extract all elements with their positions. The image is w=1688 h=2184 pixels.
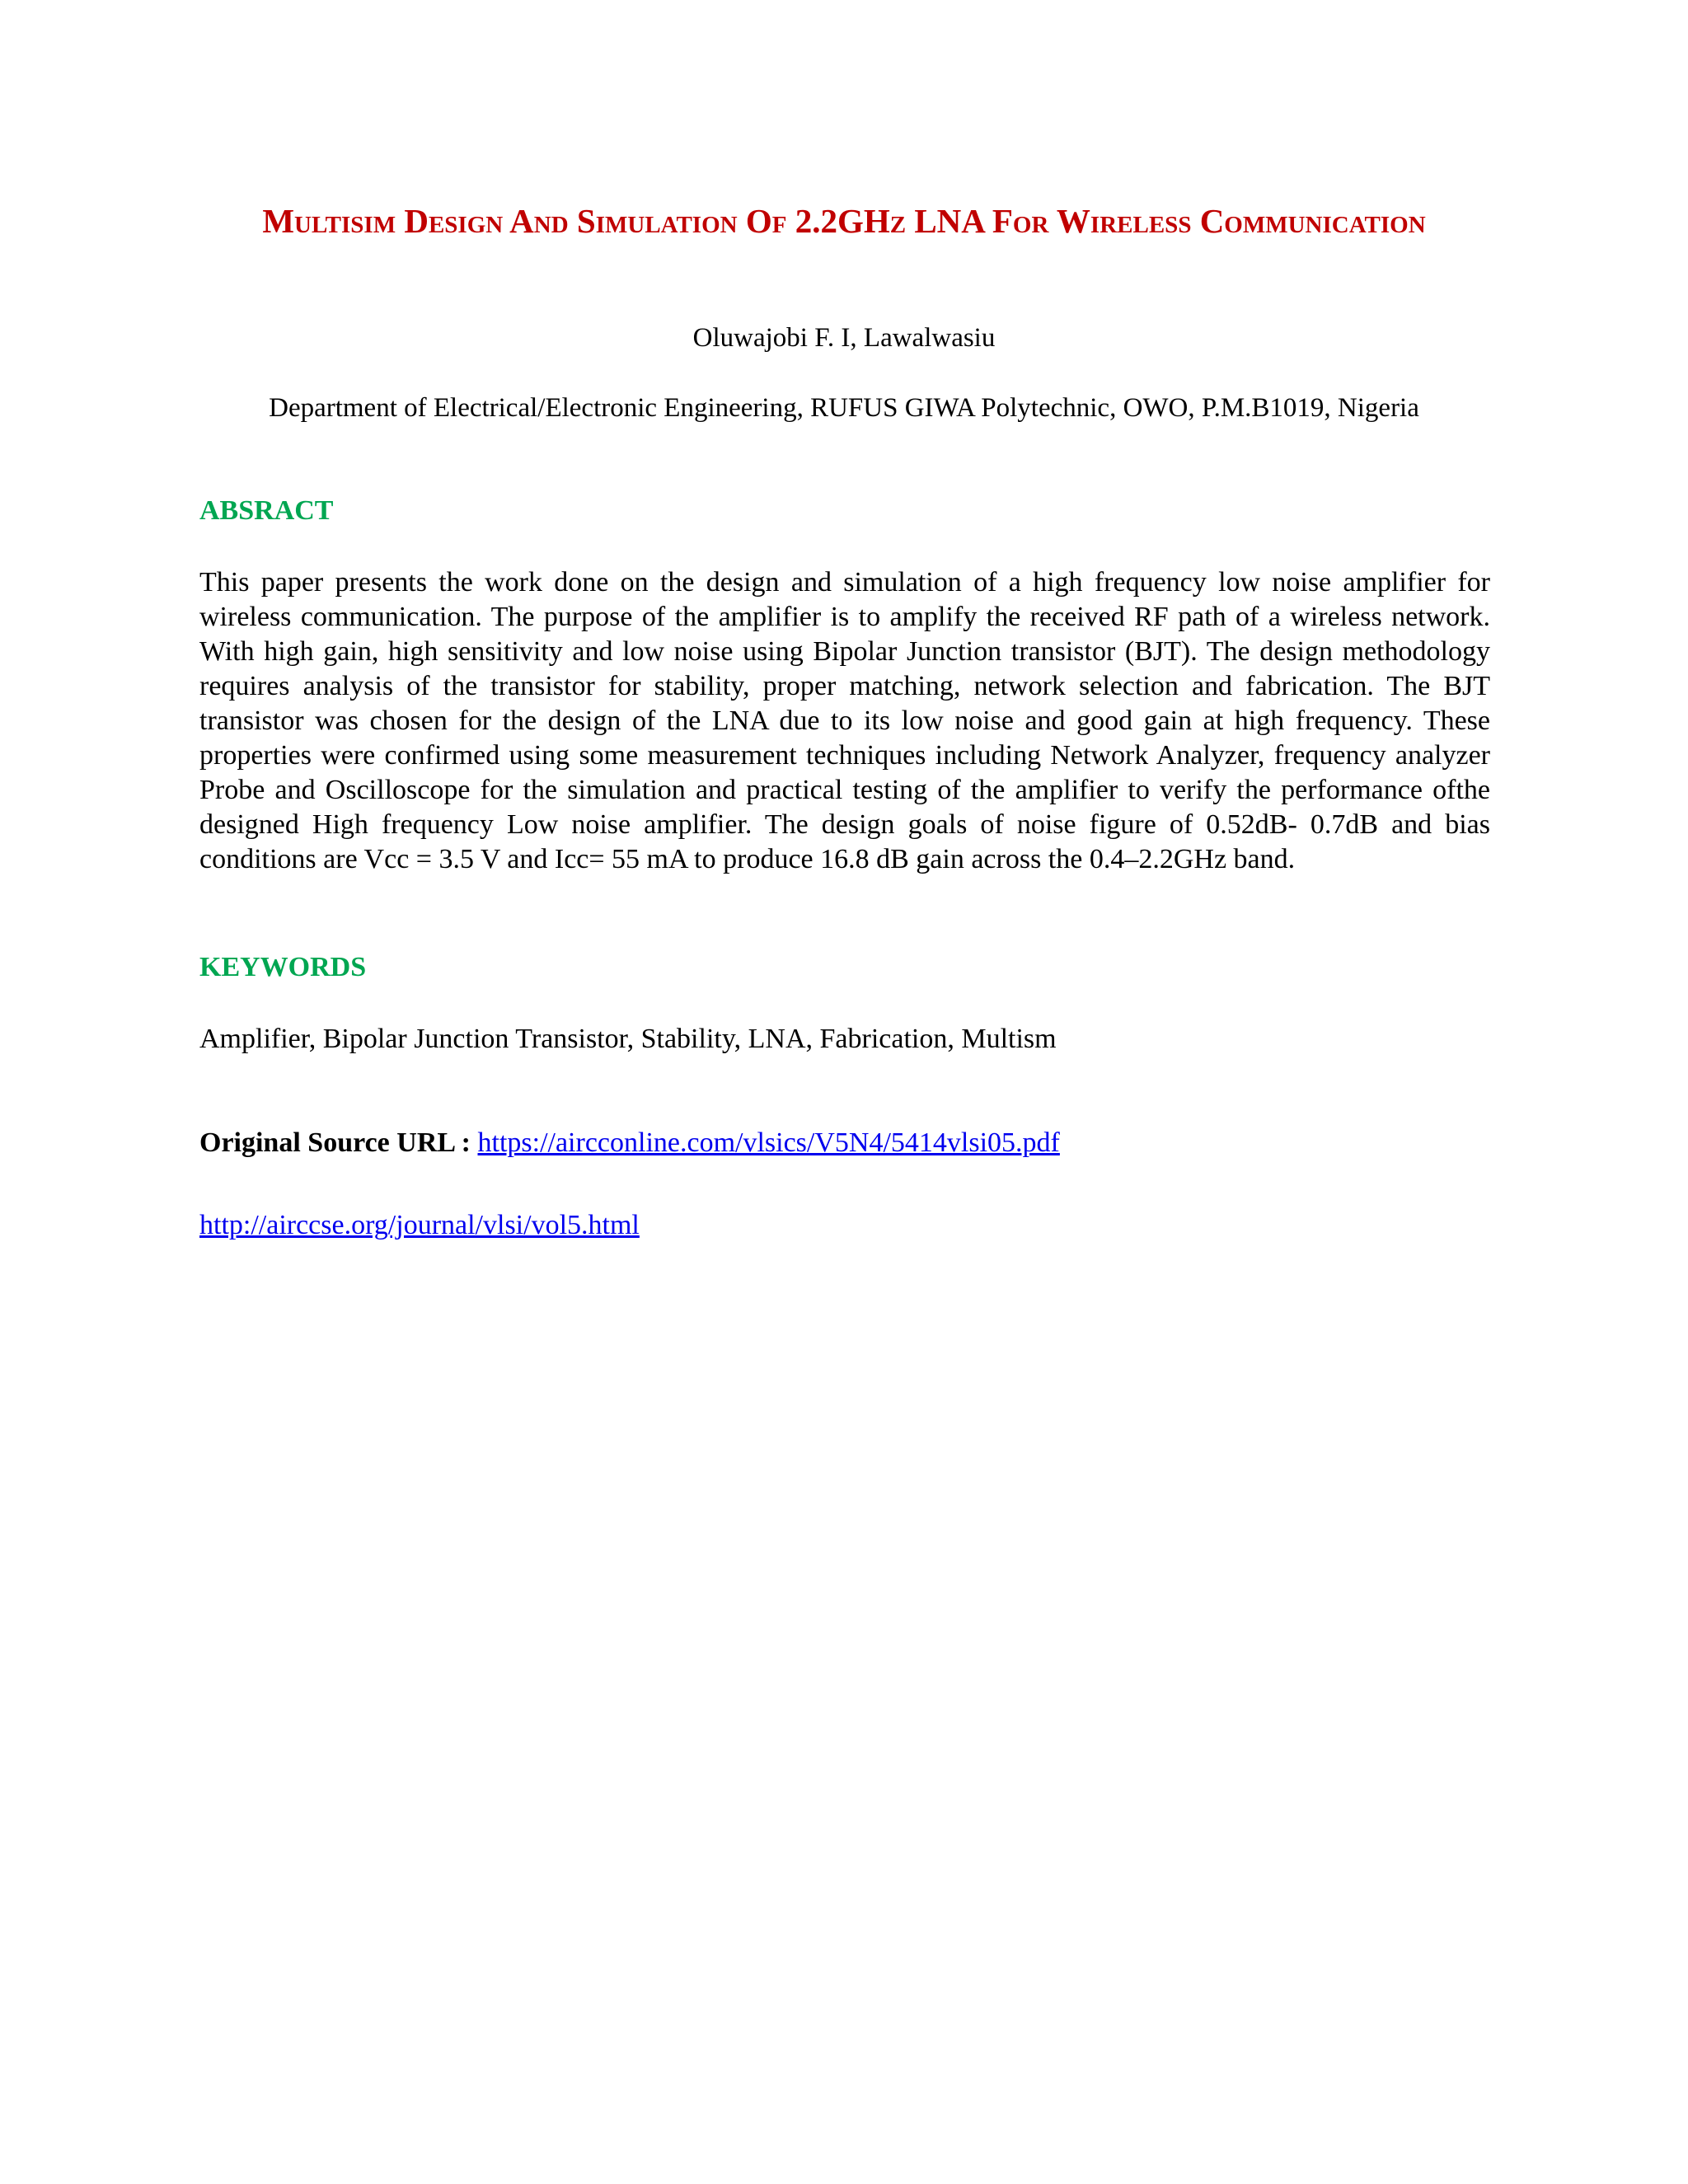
keywords-heading: KEYWORDS	[199, 952, 367, 982]
keywords-text: Amplifier, Bipolar Junction Transistor, Stability, LNA, Fabrication, Multism	[199, 1024, 1057, 1054]
paper-authors: Oluwajobi F. I, Lawalwasiu	[692, 323, 996, 353]
original-source-line	[199, 1126, 1490, 1160]
author-affiliation: Department of Electrical/Electronic Engineering, RUFUS GIWA Polytechnic, OWO, P.M.B1019, Nigeria	[269, 393, 1419, 423]
abstract-heading: ABSRACT	[199, 495, 334, 526]
original-source-link[interactable]: https://aircconline.com/vlsics/V5N4/5414vlsi05.pdf	[477, 1127, 1060, 1158]
abstract-text: This paper presents the work done on the design and simulation of a high frequency low noise amplifier for wireless communication. The purpose of the amplifier is to amplify the received RF path of a wireless network. With high gain, high sensitivity and low noise using Bipolar Junction transistor (BJT). The design methodology requires analysis of the transistor for stability, proper matching, network selection and fabrication. The BJT transistor was chosen for the design of the LNA due to its low noise and good gain at high frequency. These properties were confirmed using some measurement techniques including Network Analyzer, frequency analyzer Probe and Oscilloscope for the simulation and practical testing of the amplifier to verify the performance ofthe designed High frequency Low noise amplifier. The design goals of noise figure of 0.52dB- 0.7dB and bias conditions are Vcc = 3.5 V and Icc= 55 mA to produce 16.8 dB gain across the 0.4–2.2GHz band.	[199, 567, 1490, 874]
paper-title: Multisim Design And Simulation Of 2.2GHz LNA For Wireless Communication	[262, 202, 1426, 240]
journal-volume-line	[199, 1208, 640, 1243]
journal-volume-link[interactable]: http://airccse.org/journal/vlsi/vol5.html	[199, 1210, 640, 1240]
original-source-label: Original Source URL :	[199, 1127, 471, 1158]
